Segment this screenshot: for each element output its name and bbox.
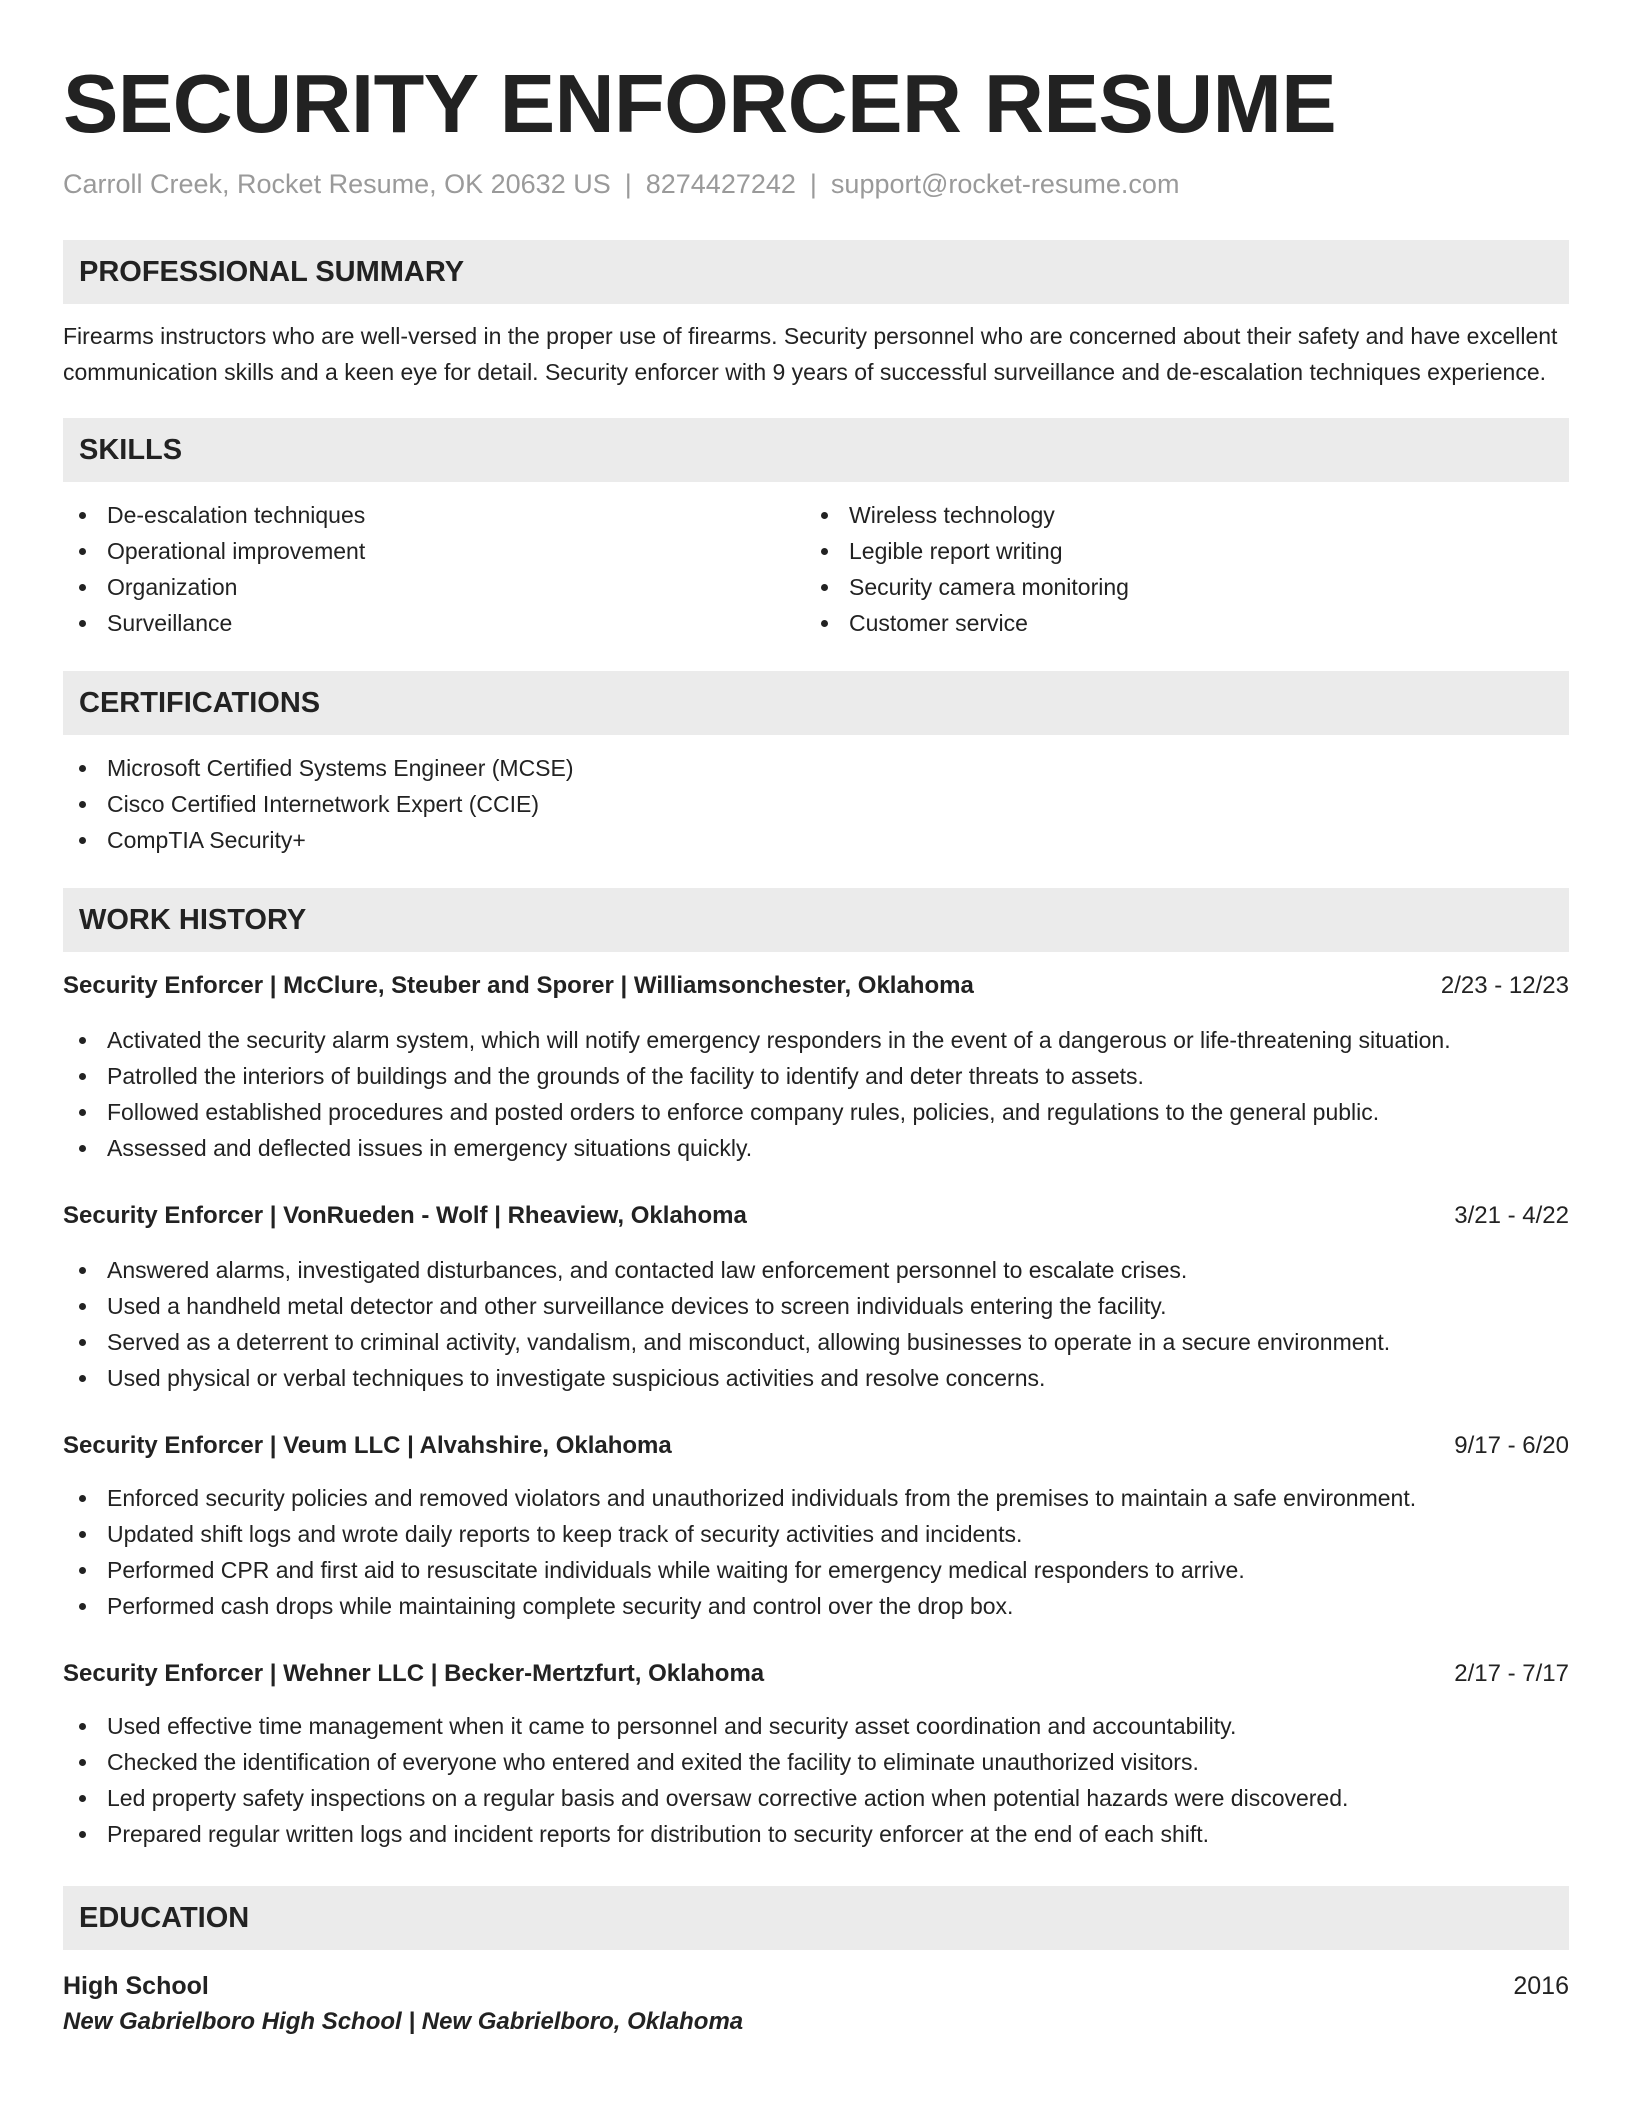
skill-item: Wireless technology — [805, 497, 1547, 533]
job-bullets — [63, 1708, 1569, 1852]
contact-address: Carroll Creek, Rocket Resume, OK 20632 US — [63, 169, 611, 199]
certification-item: Microsoft Certified Systems Engineer (MCSE) — [63, 750, 1569, 786]
job-bullet: Used effective time management when it came to personnel and security asset coordination and accountability. — [63, 1708, 1569, 1744]
contact-separator: | — [624, 169, 632, 199]
education-year: 2016 — [1513, 1972, 1569, 2000]
job-bullet: Answered alarms, investigated disturbances, and contacted law enforcement personnel to escalate crises. — [63, 1252, 1569, 1288]
job-entry — [63, 1198, 1569, 1396]
job-header — [63, 1656, 1569, 1692]
job-bullet: Served as a deterrent to criminal activity, vandalism, and misconduct, allowing businesses to operate in a secure environment. — [63, 1324, 1569, 1360]
section-header-certifications: CERTIFICATIONS — [63, 671, 1569, 735]
job-bullet: Patrolled the interiors of buildings and the grounds of the facility to identify and deter threats to assets. — [63, 1058, 1569, 1094]
job-bullet: Activated the security alarm system, which will notify emergency responders in the event of a dangerous or life-threatening situation. — [63, 1022, 1569, 1058]
job-dates: 2/23 - 12/23 — [1440, 972, 1569, 999]
job-heading: Security Enforcer | Veum LLC | Alvahshire, Oklahoma — [63, 1432, 672, 1459]
job-bullet: Led property safety inspections on a regular basis and oversaw corrective action when potential hazards were discovered. — [63, 1780, 1569, 1816]
job-bullet: Prepared regular written logs and incident reports for distribution to security enforcer at the end of each shift. — [63, 1816, 1569, 1852]
skill-item: Legible report writing — [805, 533, 1547, 569]
education-section — [63, 1886, 1569, 2040]
skill-item: Customer service — [805, 605, 1547, 641]
summary-section — [63, 240, 1569, 390]
skill-item: Surveillance — [63, 605, 805, 641]
summary-text: Firearms instructors who are well-versed in the proper use of firearms. Security personnel who are concerned about their safety and have excellent communication skills and a keen eye for detail. Security enforcer with 9 years of successful surveillance and de-escalation techniques experience. — [63, 323, 1558, 385]
skills-list-right — [805, 497, 1547, 641]
job-bullet: Checked the identification of everyone who entered and exited the facility to eliminate unauthorized visitors. — [63, 1744, 1569, 1780]
job-bullet: Performed CPR and first aid to resuscitate individuals while waiting for emergency medical responders to arrive. — [63, 1552, 1569, 1588]
job-dates: 2/17 - 7/17 — [1454, 1660, 1569, 1687]
contact-line — [63, 166, 1569, 202]
job-dates: 9/17 - 6/20 — [1454, 1432, 1569, 1459]
job-bullet: Updated shift logs and wrote daily reports to keep track of security activities and incidents. — [63, 1516, 1569, 1552]
section-header-education: EDUCATION — [63, 1886, 1569, 1950]
job-bullet: Enforced security policies and removed violators and unauthorized individuals from the premises to maintain a safe environment. — [63, 1480, 1569, 1516]
job-entry — [63, 1428, 1569, 1624]
education-school: New Gabrielboro High School | New Gabrielboro, Oklahoma — [63, 2008, 744, 2035]
job-dates: 3/21 - 4/22 — [1454, 1202, 1569, 1229]
job-bullet: Followed established procedures and posted orders to enforce company rules, policies, and regulations to the general public. — [63, 1094, 1569, 1130]
resume-title: SECURITY ENFORCER RESUME — [63, 57, 1337, 150]
skills-columns — [63, 497, 1569, 641]
job-bullets — [63, 1022, 1569, 1166]
skills-section — [63, 418, 1569, 641]
job-bullet: Assessed and deflected issues in emergency situations quickly. — [63, 1130, 1569, 1166]
contact-phone: 8274427242 — [645, 169, 796, 199]
certifications-section — [63, 671, 1569, 858]
certification-item: Cisco Certified Internetwork Expert (CCIE) — [63, 786, 1569, 822]
skill-item: Security camera monitoring — [805, 569, 1547, 605]
skill-item: De-escalation techniques — [63, 497, 805, 533]
job-header — [63, 1198, 1569, 1234]
section-header-summary: PROFESSIONAL SUMMARY — [63, 240, 1569, 304]
job-entry — [63, 1656, 1569, 1852]
skills-list-left — [63, 497, 805, 641]
certifications-list — [63, 750, 1569, 858]
job-bullets — [63, 1252, 1569, 1396]
section-header-work-history: WORK HISTORY — [63, 888, 1569, 952]
job-entry — [63, 968, 1569, 1166]
job-bullet: Used a handheld metal detector and other surveillance devices to screen individuals entering the facility. — [63, 1288, 1569, 1324]
work-history-section — [63, 888, 1569, 1852]
job-header — [63, 968, 1569, 1004]
education-header — [63, 1968, 1569, 2004]
job-header — [63, 1428, 1569, 1464]
job-bullets — [63, 1480, 1569, 1624]
job-heading: Security Enforcer | Wehner LLC | Becker-Mertzfurt, Oklahoma — [63, 1660, 765, 1687]
job-bullet: Used physical or verbal techniques to investigate suspicious activities and resolve concerns. — [63, 1360, 1569, 1396]
contact-email: support@rocket-resume.com — [830, 169, 1180, 199]
section-header-skills: SKILLS — [63, 418, 1569, 482]
contact-separator: | — [809, 169, 817, 199]
job-heading: Security Enforcer | VonRueden - Wolf | Rheaview, Oklahoma — [63, 1202, 747, 1229]
skill-item: Operational improvement — [63, 533, 805, 569]
education-degree: High School — [63, 1972, 209, 2000]
job-heading: Security Enforcer | McClure, Steuber and Sporer | Williamsonchester, Oklahoma — [63, 972, 974, 999]
job-bullet: Performed cash drops while maintaining complete security and control over the drop box. — [63, 1588, 1569, 1624]
skill-item: Organization — [63, 569, 805, 605]
certification-item: CompTIA Security+ — [63, 822, 1569, 858]
